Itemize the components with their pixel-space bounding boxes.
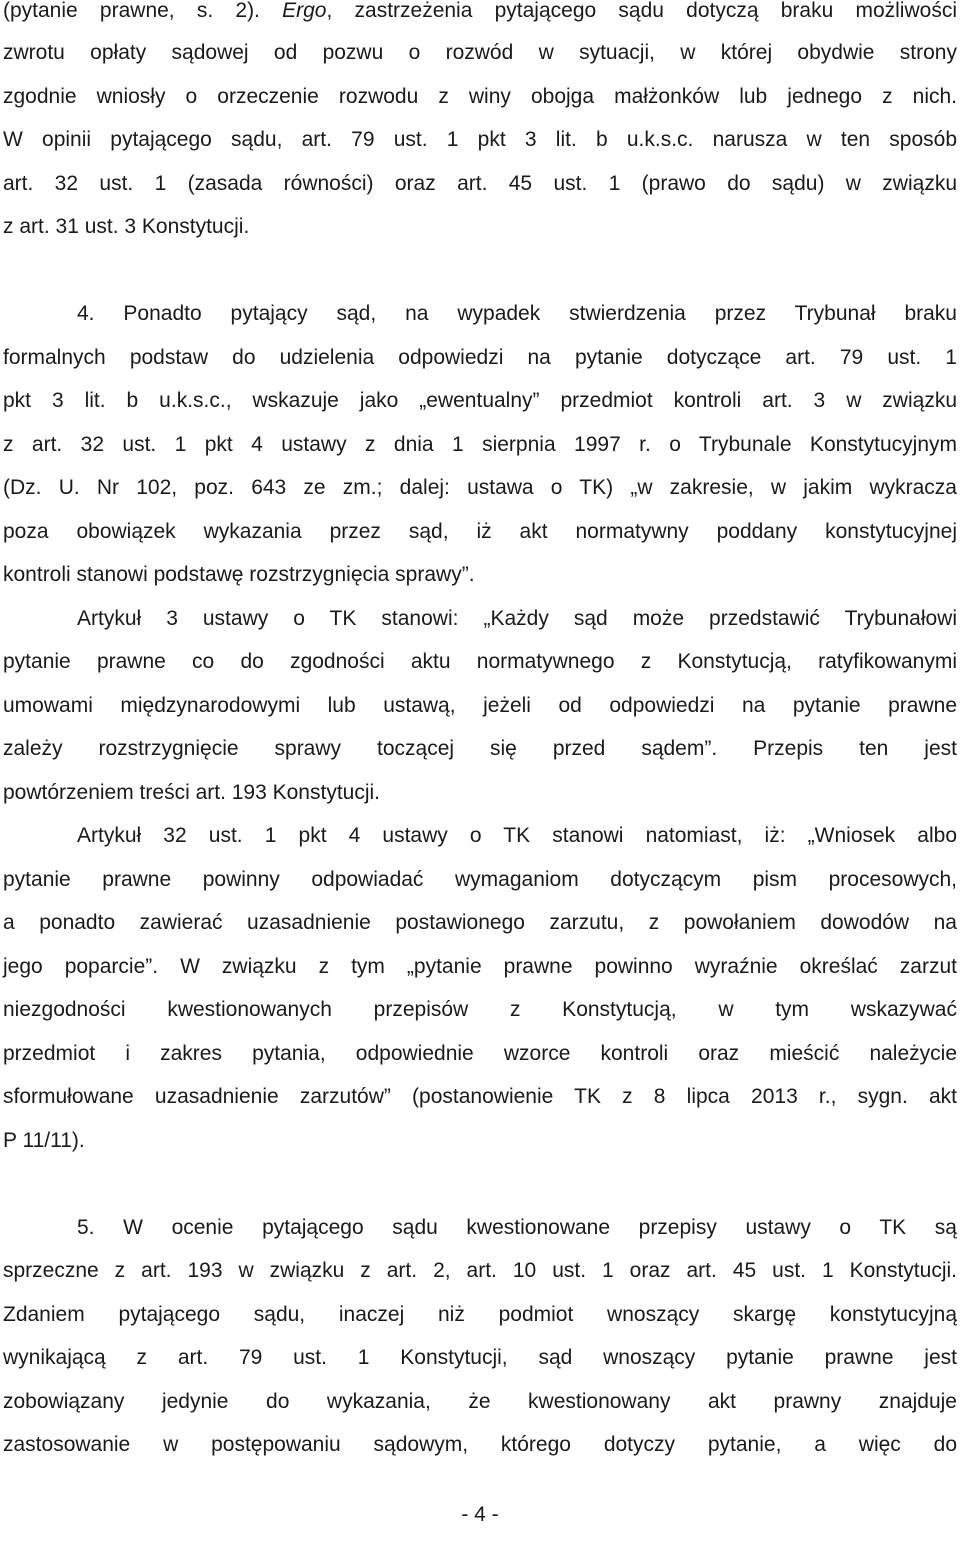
- text-line: pytanie prawne powinny odpowiadać wymaganiom dotyczącym pism procesowych,: [3, 867, 957, 891]
- text-line: niezgodności kwestionowanych przepisów z Konstytucją, w tym wskazywać: [3, 998, 957, 1021]
- text-fragment: (pytanie prawne, s. 2).: [3, 0, 283, 22]
- italic-term: Ergo: [282, 0, 327, 22]
- paragraph-start-5: 5. W ocenie pytającego sądu kwestionowane przepisy ustawy o TK są: [77, 1215, 957, 1239]
- text-line: jego poparcie”. W związku z tym „pytanie prawne powinno wyraźnie określać zarzut: [3, 954, 957, 978]
- text-line: powtórzeniem treści art. 193 Konstytucji.: [3, 780, 380, 804]
- text-line: sformułowane uzasadnienie zarzutów” (postanowienie TK z 8 lipca 2013 r., sygn. akt: [3, 1085, 957, 1108]
- text-line: zgodnie wniosły o orzeczenie rozwodu z winy obojga małżonków lub jednego z nich.: [3, 84, 957, 108]
- text-line: pytanie prawne co do zgodności aktu normatywnego z Konstytucją, ratyfikowanymi: [3, 650, 957, 673]
- text-line: z art. 31 ust. 3 Konstytucji.: [3, 215, 250, 238]
- text-line: zastosowanie w postępowaniu sądowym, którego dotyczy pytanie, a więc do: [3, 1433, 957, 1456]
- text-line: poza obowiązek wykazania przez sąd, iż akt normatywny poddany konstytucyjnej: [3, 519, 957, 543]
- blank-line: [3, 249, 957, 293]
- paragraph-start-art3: Artykuł 3 ustawy o TK stanowi: „Każdy sąd może przedstawić Trybunałowi: [77, 606, 957, 630]
- text-line: wynikającą z art. 79 ust. 1 Konstytucji, sąd wnoszący pytanie prawne jest: [3, 1346, 957, 1369]
- text-line: a ponadto zawierać uzasadnienie postawionego zarzutu, z powołaniem dowodów na: [3, 911, 957, 934]
- text-line: zależy rozstrzygnięcie sprawy toczącej się przed sądem”. Przepis ten jest: [3, 737, 957, 760]
- text-line: W opinii pytającego sądu, art. 79 ust. 1 pkt 3 lit. b u.k.s.c. narusza w ten sposób: [3, 128, 957, 151]
- text-line: formalnych podstaw do udzielenia odpowiedzi na pytanie dotyczące art. 79 ust. 1: [3, 345, 957, 369]
- text-line: przedmiot i zakres pytania, odpowiednie wzorce kontroli oraz mieścić należycie: [3, 1041, 957, 1065]
- text-line: sprzeczne z art. 193 w związku z art. 2, art. 10 ust. 1 oraz art. 45 ust. 1 Konstytucji.: [3, 1259, 957, 1282]
- text-line: zwrotu opłaty sądowej od pozwu o rozwód w sytuacji, w której obydwie strony: [3, 41, 957, 64]
- text-line: art. 32 ust. 1 (zasada równości) oraz art. 45 ust. 1 (prawo do sądu) w związku: [3, 171, 957, 195]
- paragraph-start-4: 4. Ponadto pytający sąd, na wypadek stwierdzenia przez Trybunał braku: [77, 302, 957, 325]
- text-line: Zdaniem pytającego sądu, inaczej niż podmiot wnoszący skargę konstytucyjną: [3, 1302, 957, 1326]
- text-line: kontroli stanowi podstawę rozstrzygnięcia sprawy”.: [3, 563, 475, 586]
- text-fragment: , zastrzeżenia pytającego sądu dotyczą braku możliwości: [326, 0, 957, 22]
- text-line: z art. 32 ust. 1 pkt 4 ustawy z dnia 1 sierpnia 1997 r. o Trybunale Konstytucyjnym: [3, 432, 957, 456]
- text-line: umowami międzynarodowymi lub ustawą, jeżeli od odpowiedzi na pytanie prawne: [3, 693, 957, 717]
- text-line: zobowiązany jedynie do wykazania, że kwestionowany akt prawny znajduje: [3, 1389, 957, 1413]
- text-line: (Dz. U. Nr 102, poz. 643 ze zm.; dalej: ustawa o TK) „w zakresie, w jakim wykracza: [3, 476, 957, 499]
- paragraph-start-art32: Artykuł 32 ust. 1 pkt 4 ustawy o TK stanowi natomiast, iż: „Wniosek albo: [77, 824, 957, 847]
- page-number: - 4 -: [461, 1503, 499, 1526]
- text-line: pkt 3 lit. b u.k.s.c., wskazuje jako „ewentualny” przedmiot kontroli art. 3 w związku: [3, 389, 957, 412]
- text-line: [3, 0, 957, 31]
- blank-line: [3, 1162, 957, 1206]
- text-line: P 11/11).: [3, 1128, 85, 1152]
- document-page: [3, 0, 957, 1467]
